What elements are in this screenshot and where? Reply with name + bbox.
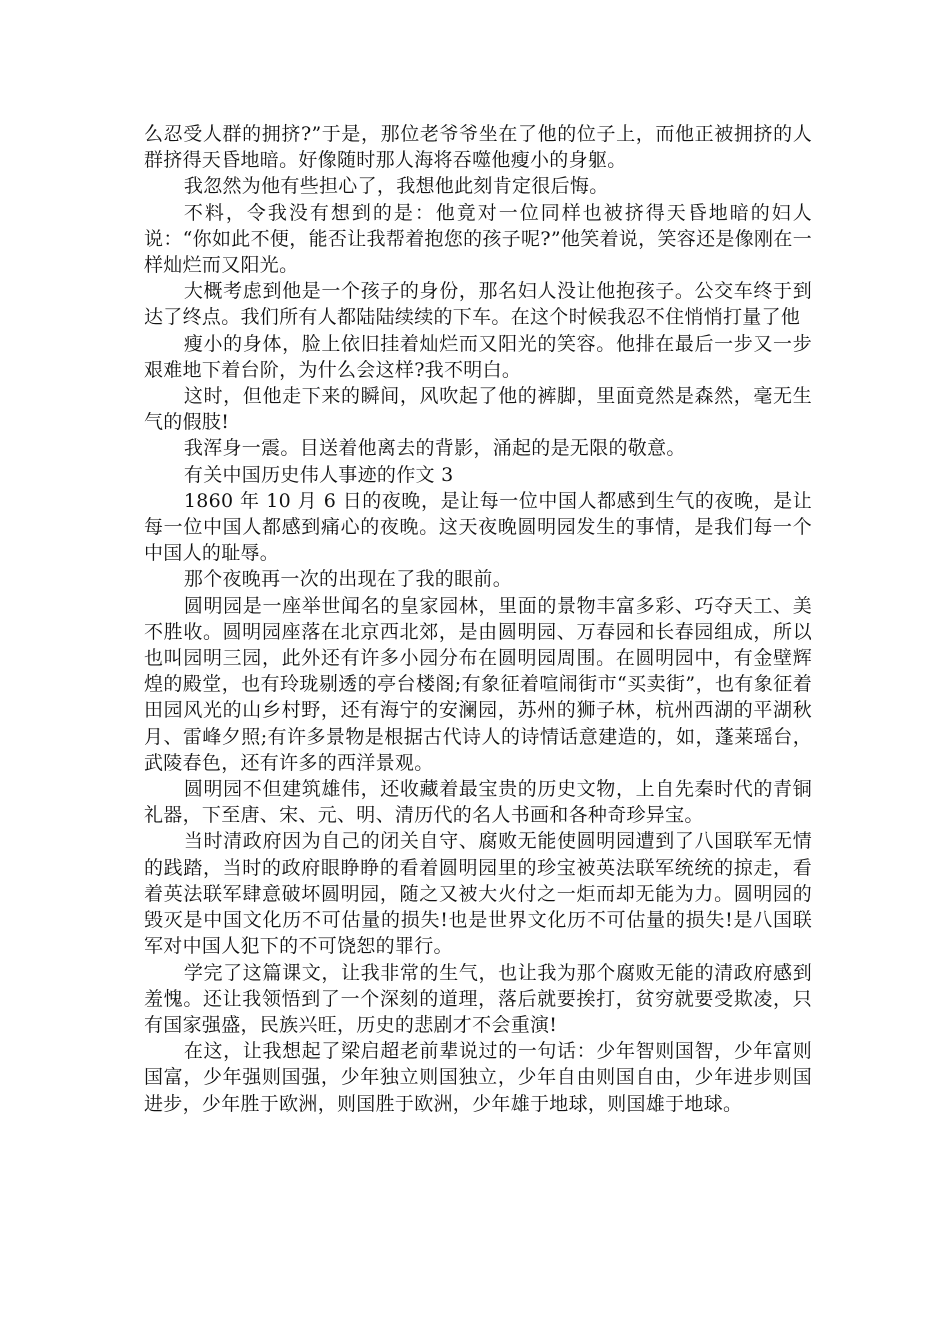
paragraph-4: 大概考虑到他是一个孩子的身份，那名妇人没让他抱孩子。公交车终于到达了终点。我们所有人都陆陆续续的下车。在这个时候我忍不住悄悄打量了他 (144, 280, 812, 329)
paragraph-1: 么忍受人群的拥挤?”于是，那位老爷爷坐在了他的位子上，而他正被拥挤的人群挤得天昏地暗。好像随时那人海将吞噬他瘦小的身躯。 (144, 123, 812, 172)
paragraph-7: 我浑身一震。目送着他离去的背影，涌起的是无限的敬意。 (183, 437, 686, 460)
document-body (144, 121, 812, 1117)
paragraph-12: 圆明园不但建筑雄伟，还收藏着最宝贵的历史文物，上自先秦时代的青铜礼器，下至唐、宋、元、明、清历代的名人书画和各种奇珍异宝。 (144, 778, 812, 827)
paragraph-9: 1860 年 10 月 6 日的夜晚，是让每一位中国人都感到生气的夜晚，是让每一位中国人都感到痛心的夜晚。这天夜晚圆明园发生的事情，是我们每一个中国人的耻辱。 (144, 489, 812, 565)
paragraph-2: 我忽然为他有些担心了，我想他此刻肯定很后悔。 (183, 175, 609, 198)
essay-heading: 有关中国历史伟人事迹的作文 3 (183, 463, 454, 486)
paragraph-13: 当时清政府因为自己的闭关自守、腐败无能使圆明园遭到了八国联军无情的践踏，当时的政府眼睁睁的看着圆明园里的珍宝被英法联军统统的掠走，看着英法联军肆意破坏圆明园，随之又被大火付之一炬而却无能为力。圆明园的毁灭是中国文化历不可估量的损失!也是世界文化历不可估量的损失!是八国联军对中国人犯下的不可饶恕的罪行。 (144, 830, 812, 958)
paragraph-14: 学完了这篇课文，让我非常的生气，也让我为那个腐败无能的清政府感到羞愧。还让我领悟到了一个深刻的道理，落后就要挨打，贫穷就要受欺凌，只有国家强盛，民族兴旺，历史的悲剧才不会重演! (144, 961, 812, 1036)
paragraph-5: 瘦小的身体，脸上依旧挂着灿烂而又阳光的笑容。他排在最后一步又一步艰难地下着台阶，为什么会这样?我不明白。 (144, 332, 812, 381)
paragraph-15: 在这，让我想起了梁启超老前辈说过的一句话：少年智则国智，少年富则国富，少年强则国强，少年独立则国独立，少年自由则国自由，少年进步则国进步，少年胜于欧洲，则国胜于欧洲，少年雄于地球，则国雄于地球。 (144, 1040, 812, 1115)
paragraph-6: 这时，但他走下来的瞬间，风吹起了他的裤脚，里面竟然是森然，毫无生气的假肢! (144, 385, 812, 434)
paragraph-10: 那个夜晚再一次的出现在了我的眼前。 (183, 568, 512, 591)
paragraph-3: 不料，令我没有想到的是：他竟对一位同样也被挤得天昏地暗的妇人说：“你如此不便，能否让我帮着抱您的孩子呢?”他笑着说，笑容还是像刚在一样灿烂而又阳光。 (144, 201, 812, 277)
paragraph-11: 圆明园是一座举世闻名的皇家园林，里面的景物丰富多彩、巧夺天工、美不胜收。圆明园座落在北京西北郊，是由圆明园、万春园和长春园组成，所以也叫园明三园，此外还有许多小园分布在圆明园周围。在圆明园中，有金壁辉煌的殿堂，也有玲珑剔透的亭台楼阁;有象征着喧闹街市“买卖街”，也有象征着田园风光的山乡村野，还有海宁的安澜园，苏州的狮子林，杭州西湖的平湖秋月、雷峰夕照;有许多景物是根据古代诗人的诗情话意建造的，如，蓬莱瑶台，武陵春色，还有许多的西洋景观。 (144, 594, 812, 774)
